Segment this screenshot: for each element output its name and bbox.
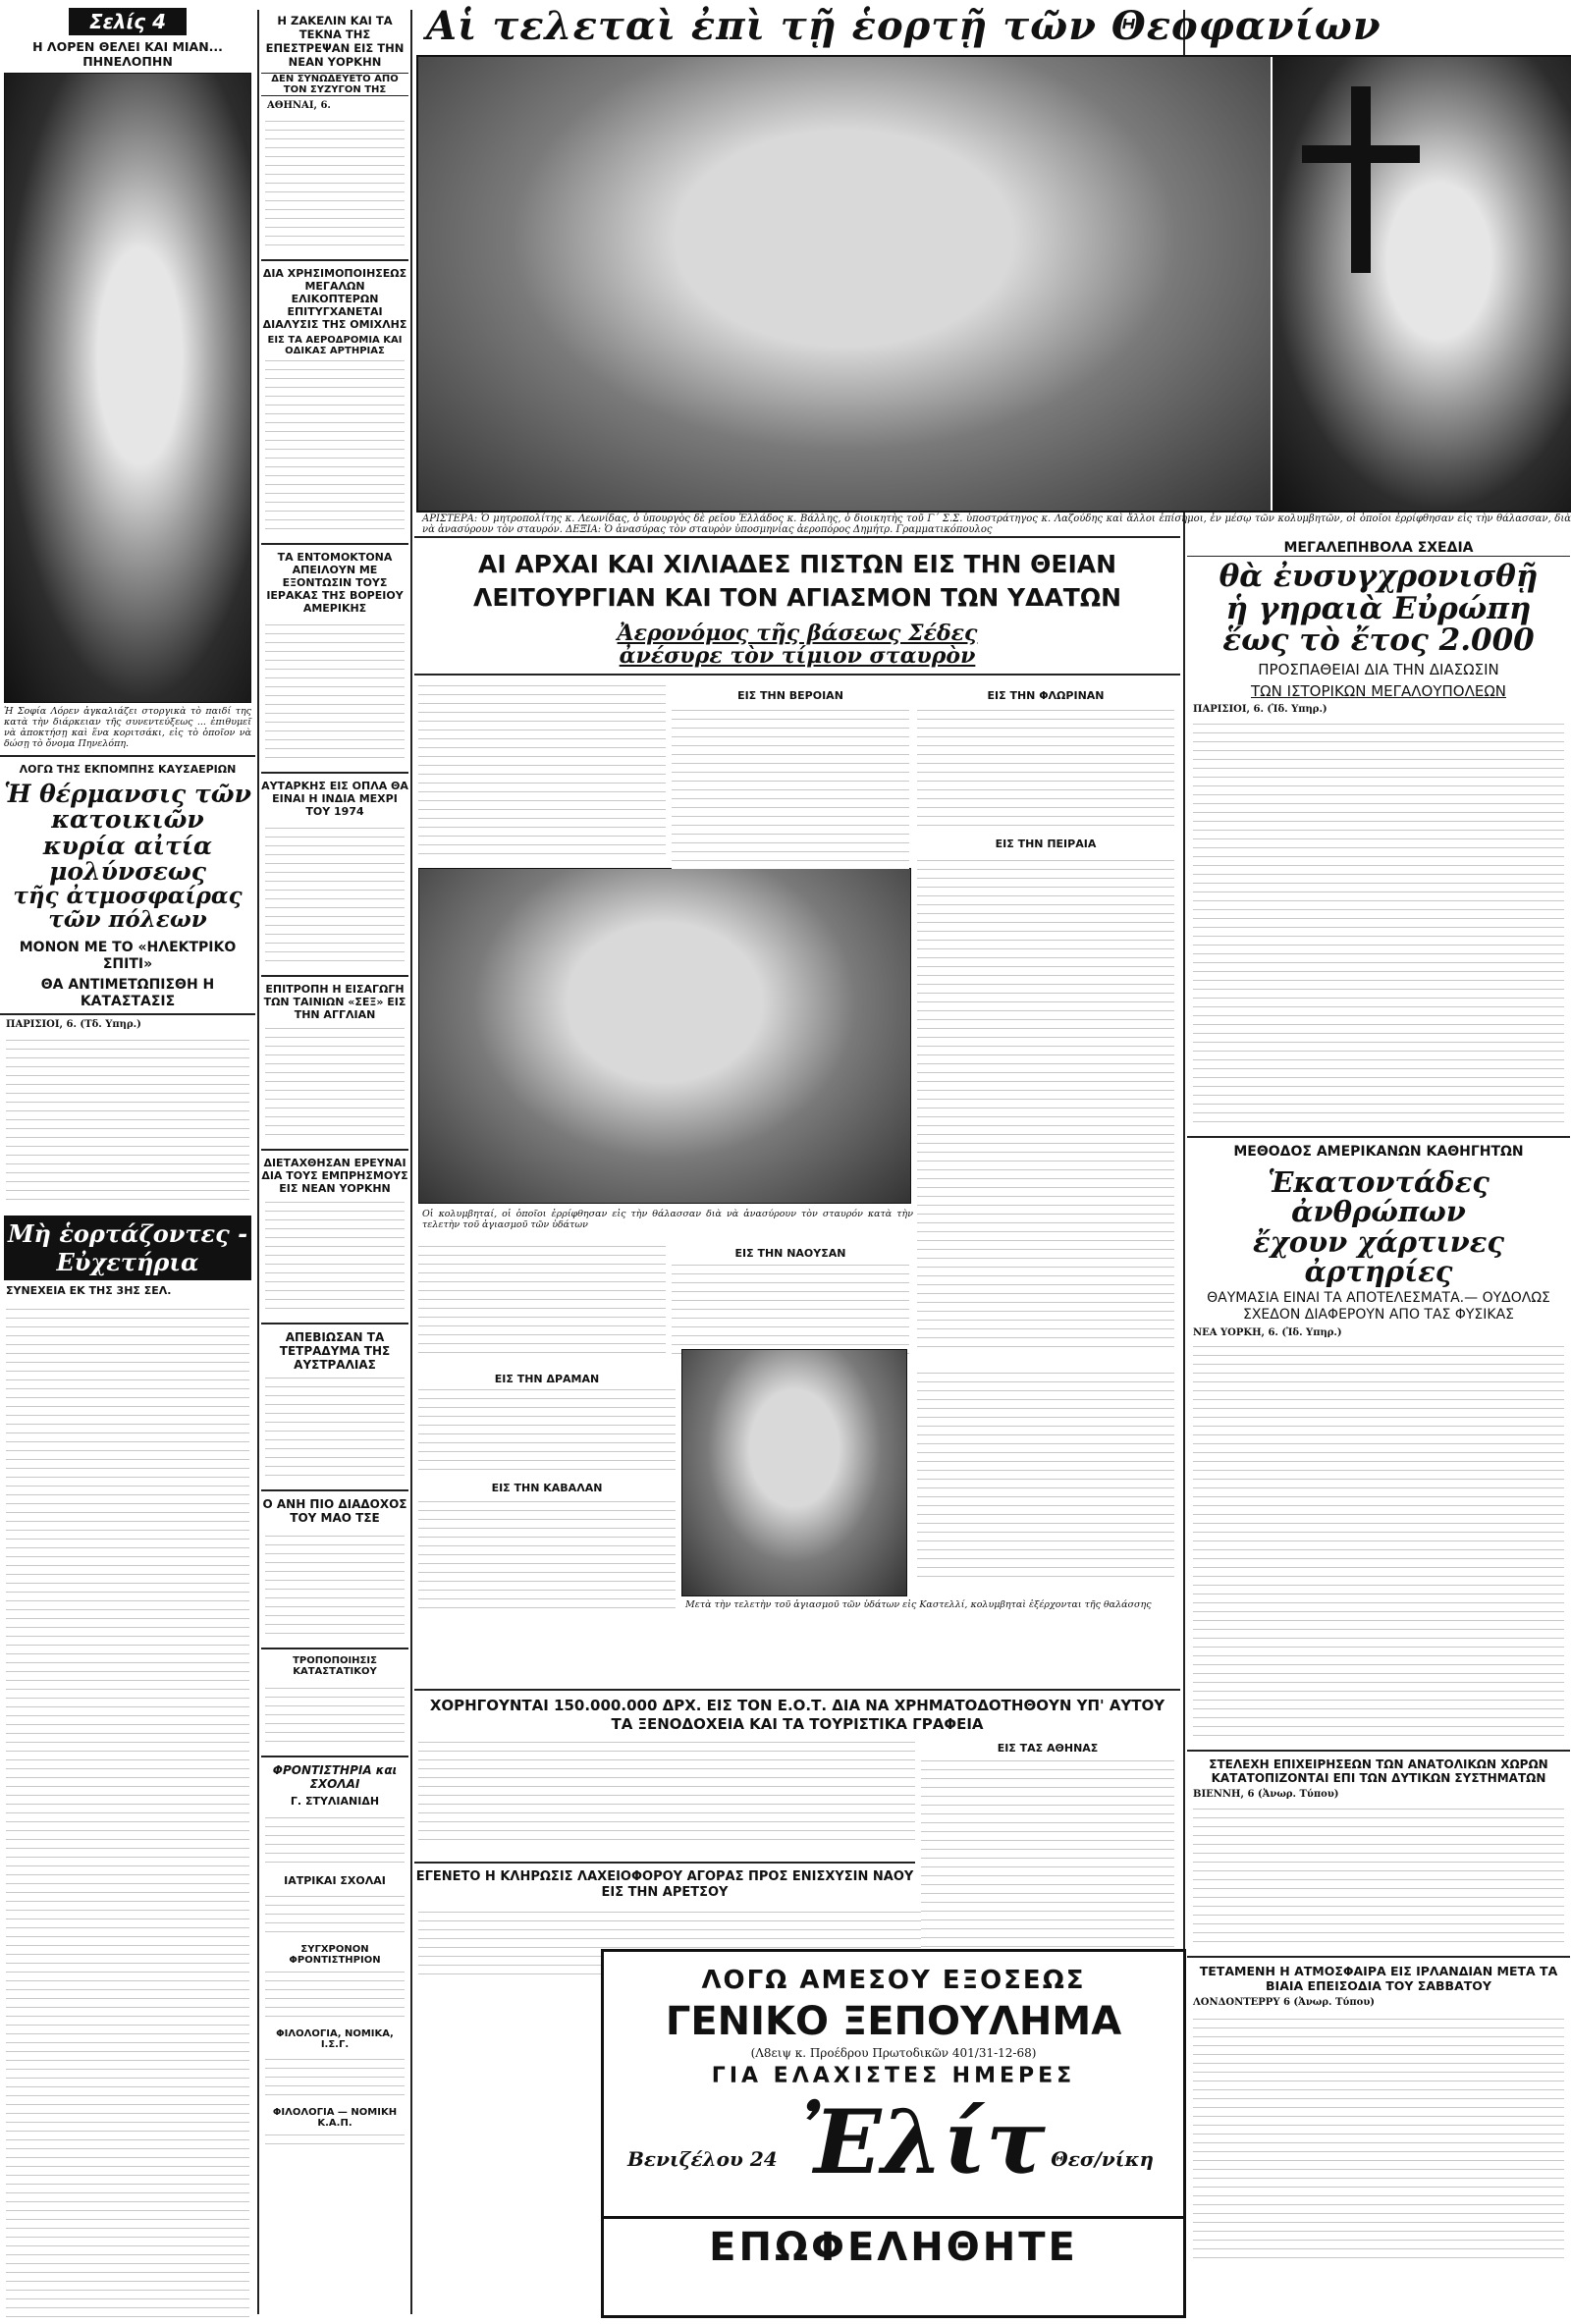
- heating-kicker: ΛΟΓΩ ΤΗΣ ΕΚΠΟΜΠΗΣ ΚΑΥΣΑΕΡΙΩΝ: [19, 763, 237, 776]
- kastelli-swimmers-photo: [681, 1349, 907, 1596]
- veria-text: [672, 706, 909, 869]
- insecticides-headline: ΤΑ ΕΝΤΟΜΟΚΤΟΝΑ ΑΠΕΙΛΟΥΝ ΜΕ ΕΞΟΝΤΩΣΙΝ ΤΟΥΣ ΙΕΡΑΚΑΣ ΤΗΣ ΒΟΡΕΙΟΥ ΑΜΕΡΙΚΗΣ: [266, 551, 404, 615]
- section-athens: ΕΙΣ ΤΑΣ ΑΘΗΝΑΣ: [997, 1742, 1099, 1756]
- india-arms-headline: ΑΥΤΑΡΚΗΣ ΕΙΣ ΟΠΛΑ ΘΑ ΕΙΝΑΙ Η ΙΝΔΙΑ ΜΕΧΡΙ ΤΟΥ 1974: [261, 780, 408, 818]
- philology-law-headline: ΦΙΛΟΛΟΓΙΑ — ΝΟΜΙΚΗ Κ.Α.Π.: [272, 2107, 398, 2129]
- medical-schools-text: [265, 1891, 405, 1940]
- east-executives-text: [1193, 1803, 1564, 1950]
- arteries-kicker: ΜΕΘΟΔΟΣ ΑΜΕΡΙΚΑΝΩΝ ΚΑΘΗΓΗΤΩΝ: [1233, 1143, 1524, 1160]
- elit-sale-advertisement: [601, 1949, 1186, 2318]
- epiphany-group-photo: [418, 57, 1271, 511]
- liturgy-text-col1b: [418, 1243, 666, 1361]
- heating-article-text: [6, 1033, 249, 1208]
- column-second: [261, 0, 408, 2324]
- lottery-headline: ΕΓΕΝΕΤΟ Η ΚΛΗΡΩΣΙΣ ΛΑΧΕΙΟΦΟΡΟΥ ΑΓΟΡΑΣ ΠΡΟΣ ΕΝΙΣΧΥΣΙΝ ΝΑΟΥ ΕΙΣ ΤΗΝ ΑΡΕΤΣΟΥ: [415, 1869, 914, 1900]
- cross-icon: [1351, 86, 1371, 273]
- heating-headline-line2: κυρία αἰτία μολύνσεως: [42, 831, 213, 886]
- ad-line3: (Λ8ειψ κ. Προέδρου Πρωτοδικῶν 401/31-12-68): [750, 2046, 1037, 2060]
- sex-films-headline: ΕΠΙΤΡΟΠΗ Η ΕΙΣΑΓΩΓΗ ΤΩΝ ΤΑΙΝΙΩΝ «ΣΕΞ» ΕΙΣ ΤΗΝ ΑΓΓΛΙΑΝ: [263, 983, 406, 1021]
- jackie-text: [265, 114, 405, 253]
- jackie-subhead: ΔΕΝ ΣΥΝΩΔΕΥΕΤΟ ΑΠΟ ΤΟΝ ΣΥΖΥΓΟΝ ΤΗΣ: [261, 73, 408, 96]
- section-peiraia: ΕΙΣ ΤΗΝ ΠΕΙΡΑΙΑ: [995, 838, 1097, 851]
- europe-dateline: ΠΑΡΙΣΙΟΙ, 6. (Ἰδ. Υπηρ.): [1193, 703, 1327, 715]
- arteries-head-line2: ἔχουν χάρτινες ἀρτηρίες: [1252, 1224, 1504, 1288]
- name-days-list: [6, 1301, 249, 2324]
- arteries-text: [1193, 1341, 1564, 1744]
- liturgy-deck-line1: Ἀερονόμος τῆς βάσεως Σέδες: [617, 621, 978, 646]
- epiphany-photo-caption: ΑΡΙΣΤΕΡΑ: Ὁ μητροπολίτης κ. Λεωνίδας, ὁ ὑπουργὸς δὲ ρεῖου Ἑλλάδος κ. Βάλλης, ὁ διοικητὴς τοῦ Γ΄ Σ.Σ. ὑποστράτηγος κ. Λαζούδης καὶ ἄλλοι ἐπίσημοι, ἐν μέσῳ τῶν κολυμβητῶν, οἱ ὁποῖοι ἐρρίφθησαν εἰς τὴν θάλασσαν, διὰ νὰ ἀνασύρουν τὸν σταυρόν. ΔΕΞΙΑ: Ὁ ἀνασύρας τὸν σταυρὸν ὑποσμηνίας ἀεροπόρος Δημήτρ. Γραμματικόπουλος: [422, 513, 1571, 535]
- liturgy-headline: ΑΙ ΑΡΧΑΙ ΚΑΙ ΧΙΛΙΑΔΕΣ ΠΙΣΤΩΝ ΕΙΣ ΤΗΝ ΘΕΙΑΝ ΛΕΙΤΟΥΡΓΙΑΝ ΚΑΙ ΤΟΝ ΑΓΙΑΣΜΟΝ ΤΩΝ ΥΔΑΤΩΝ: [472, 550, 1122, 612]
- section-naousa: ΕΙΣ ΤΗΝ ΝΑΟΥΣΑΝ: [734, 1247, 846, 1261]
- europe-sub2: ΤΩΝ ΙΣΤΟΡΙΚΩΝ ΜΕΓΑΛΟΥΠΟΛΕΩΝ: [1250, 681, 1507, 700]
- jackie-dateline: ΑΘΗΝΑΙ, 6.: [267, 100, 331, 111]
- section-veria: ΕΙΣ ΤΗΝ ΒΕΡΟΙΑΝ: [737, 689, 843, 703]
- kavala-text: [418, 1498, 676, 1616]
- fog-subhead: ΕΙΣ ΤΑ ΑΕΡΟΔΡΟΜΙΑ ΚΑΙ ΟΔΙΚΑΣ ΑΡΤΗΡΙΑΣ: [267, 335, 403, 356]
- tutoring-headline: ΦΡΟΝΤΙΣΤΗΡΙΑ και ΣΧΟΛΑΙ: [272, 1763, 398, 1791]
- cross-retrieval-photo: [1271, 57, 1571, 511]
- ireland-dateline: ΛΟΝΔΟΝΤΕΡΡΥ 6 (Ἀνωρ. Τύπου): [1193, 1996, 1375, 2008]
- section-kavala: ΕΙΣ ΤΗΝ ΚΑΒΑΛΑΝ: [491, 1482, 603, 1495]
- statute-text: [265, 1681, 405, 1750]
- peiraia-text: [917, 854, 1174, 1355]
- ad-city: Θεσ/νίκη: [1051, 2147, 1154, 2171]
- medical-schools-headline: ΙΑΤΡΙΚΑΙ ΣΧΟΛΑΙ: [284, 1874, 386, 1887]
- liturgy-deck-line2: ἀνέσυρε τὸν τίμιον σταυρὸν: [619, 643, 976, 670]
- eot-headline: ΧΟΡΗΓΟΥΝΤΑΙ 150.000.000 ΔΡΧ. ΕΙΣ ΤΟΝ Ε.Ο.Τ. ΔΙΑ ΝΑ ΧΡΗΜΑΤΟΔΟΤΗΘΟΥΝ ΥΠ' ΑΥΤΟΥ ΤΑ ΞΕΝΟΔΟΧΕΙΑ ΚΑΙ ΤΑ ΤΟΥΡΙΣΤΙΚΑ ΓΡΑΦΕΙΑ: [429, 1697, 1165, 1734]
- eot-text: [418, 1742, 915, 1848]
- stylianidi-headline: Γ. ΣΤΥΛΙΑΝΙΔΗ: [290, 1795, 380, 1808]
- philology-headline: ΦΙΛΟΛΟΓΙΑ, ΝΟΜΙΚΑ, Ι.Σ.Γ.: [276, 2028, 394, 2050]
- mao-successor-text: [265, 1529, 405, 1642]
- loren-caption: Ἡ Σοφία Λόρεν ἀγκαλιάζει στοργικὰ τὸ παιδί της κατὰ τὴν διάρκειαν τῆς συνεντεύξεως ... ἐπιθυμεῖ νὰ ἀποκτήσῃ καὶ ἕνα κοριτσάκι, εἰς τὸ ὁποῖον νὰ δώσῃ τὸ ὄνομα Πηνελόπη.: [4, 706, 251, 749]
- ad-line4: ΓΙΑ ΕΛΑΧΙΣΤΕΣ ΗΜΕΡΕΣ: [711, 2064, 1076, 2088]
- india-arms-text: [265, 822, 405, 969]
- ad-address: Βενιζέλου 24: [627, 2147, 778, 2171]
- arteries-head-line1: Ἑκατοντάδες ἀνθρώπων: [1268, 1164, 1490, 1229]
- europe-text: [1193, 718, 1564, 1130]
- europe-head-line3: ἕως τὸ ἔτος 2.000: [1222, 622, 1535, 659]
- east-executives-dateline: ΒΙΕΝΝΗ, 6 (Ἀνωρ. Τύπου): [1193, 1788, 1339, 1800]
- modern-tutoring-headline: ΣΥΓΧΡΟΝΟΝ ΦΡΟΝΤΙΣΤΗΡΙΟΝ: [289, 1944, 381, 1966]
- athens-text: [921, 1758, 1174, 1955]
- heating-sub1: ΜΟΝΟΝ ΜΕ ΤΟ «ΗΛΕΚΤΡΙΚΟ ΣΠΙΤΙ»: [19, 940, 237, 973]
- heating-headline-line1: Ἡ θέρμανσις τῶν κατοικιῶν: [4, 780, 251, 835]
- europe-head-line2: ἡ γηραιὰ Εὐρώπη: [1225, 590, 1532, 626]
- ireland-text: [1193, 2011, 1564, 2266]
- europe-head-line1: θὰ ἐυσυγχρονισθῇ: [1219, 559, 1539, 594]
- banner-headline: Αἱ τελεταὶ ἐπὶ τῇ ἑορτῇ τῶν Θεοφανίων: [426, 3, 1381, 49]
- ad-line1: ΛΟΓΩ ΑΜΕΣΟΥ ΕΞΟΣΕΩΣ: [701, 1966, 1086, 1995]
- ireland-headline: ΤΕΤΑΜΕΝΗ Η ΑΤΜΟΣΦΑΙΡΑ ΕΙΣ ΙΡΛΑΝΔΙΑΝ ΜΕΤΑ ΤΑ ΒΙΑΙΑ ΕΠΕΙΣΟΔΙΑ ΤΟΥ ΣΑΒΒΑΤΟΥ: [1199, 1963, 1558, 1993]
- arteries-sub: ΘΑΥΜΑΣΙΑ ΕΙΝΑΙ ΤΑ ΑΠΟΤΕΛΕΣΜΑΤΑ.— ΟΥΔΟΛΩΣ ΣΧΕΔΟΝ ΔΙΑΦΕΡΟΥΝ ΑΠΟ ΤΑΣ ΦΥΣΙΚΑΣ: [1207, 1290, 1550, 1324]
- insecticides-text: [265, 619, 405, 766]
- ad-brand-logo: Ἐλίτ: [800, 2090, 1046, 2194]
- ad-cta: ΕΠΩΦΕΛΗΘΗΤΕ: [604, 2216, 1183, 2270]
- swimmers-photo: [418, 868, 911, 1204]
- quadruplets-headline: ΑΠΕΒΙΩΣΑΝ ΤΑ ΤΕΤΡΑΔΥΜΑ ΤΗΣ ΑΥΣΤΡΑΛΙΑΣ: [279, 1330, 391, 1372]
- east-executives-headline: ΣΤΕΛΕΧΗ ΕΠΙΧΕΙΡΗΣΕΩΝ ΤΩΝ ΑΝΑΤΟΛΙΚΩΝ ΧΩΡΩΝ ΚΑΤΑΤΟΠΙΖΟΝΤΑΙ ΕΠΙ ΤΩΝ ΔΥΤΙΚΩΝ ΣΥΣΤΗΜΑΤΩΝ: [1209, 1757, 1548, 1785]
- name-days-continued: ΣΥΝΕΧΕΙΑ ΕΚ ΤΗΣ 3ΗΣ ΣΕΛ.: [6, 1284, 172, 1298]
- heating-headline-line3: τῆς ἀτμοσφαίρας τῶν πόλεων: [13, 883, 243, 934]
- heating-dateline: ΠΑΡΙΣΙΟΙ, 6. (Τδ. Υπηρ.): [6, 1019, 141, 1031]
- column-left: [0, 0, 255, 2324]
- name-days-banner: Μὴ ἑορτάζοντες - Εὐχετήρια: [4, 1216, 251, 1280]
- quadruplets-text: [265, 1376, 405, 1484]
- kastelli-photo-caption: Μετὰ τὴν τελετὴν τοῦ ἁγιασμοῦ τῶν ὑδάτων εἰς Καστελλί, κολυμβηταὶ ἐξέρχονται τῆς θαλάσσης: [685, 1599, 1152, 1611]
- liturgy-text-col1: [418, 685, 666, 862]
- florina-text: [917, 706, 1174, 834]
- section-tag: Σελίς 4: [69, 8, 187, 35]
- arteries-dateline: ΝΕΑ ΥΟΡΚΗ, 6. (Ἰδ. Υπηρ.): [1193, 1326, 1342, 1338]
- ny-fires-headline: ΔΙΕΤΑΧΘΗΣΑΝ ΕΡΕΥΝΑΙ ΔΙΑ ΤΟΥΣ ΕΜΠΡΗΣΜΟΥΣ ΕΙΣ ΝΕΑΝ ΥΟΡΚΗΝ: [261, 1157, 408, 1195]
- heating-sub2: ΘΑ ΑΝΤΙΜΕΤΩΠΙΣΘΗ Η ΚΑΤΑΣΤΑΣΙΣ: [0, 977, 255, 1016]
- athens-pre-text: [917, 1369, 1174, 1585]
- drama-text: [418, 1389, 676, 1478]
- swimmers-photo-caption: Οἱ κολυμβηταί, οἱ ὁποῖοι ἐρρίφθησαν εἰς τὴν θάλασσαν διὰ νὰ ἀνασύρουν τὸν σταυρόν κατὰ τὴν τελετὴν τοῦ ἁγιασμοῦ τῶν ὑδάτων: [422, 1209, 913, 1231]
- mao-successor-headline: Ο ΑΝΗ ΠΙΟ ΔΙΑΔΟΧΟΣ ΤΟΥ ΜΑΟ ΤΣΕ: [262, 1497, 407, 1525]
- loren-photo: [4, 73, 251, 703]
- statute-headline: ΤΡΟΠΟΠΟΙΗΣΙΣ ΚΑΤΑΣΤΑΤΙΚΟΥ: [293, 1655, 377, 1677]
- europe-kicker: ΜΕΓΑΛΕΠΗΒΟΛΑ ΣΧΕΔΙΑ: [1187, 540, 1570, 557]
- fog-headline: ΔΙΑ ΧΡΗΣΙΜΟΠΟΙΗΣΕΩΣ ΜΕΓΑΛΩΝ ΕΛΙΚΟΠΤΕΡΩΝ ΕΠΙΤΥΓΧΑΝΕΤΑΙ ΔΙΑΛΥΣΙΣ ΤΗΣ ΟΜΙΧΛΗΣ: [262, 267, 407, 331]
- jackie-headline: Η ΖΑΚΕΛΙΝ ΚΑΙ ΤΑ ΤΕΚΝΑ ΤΗΣ ΕΠΕΣΤΡΕΨΑΝ ΕΙΣ ΤΗΝ ΝΕΑΝ ΥΟΡΚΗΝ: [265, 14, 405, 69]
- philology-law-text: [265, 2133, 405, 2152]
- ny-fires-text: [265, 1199, 405, 1317]
- loren-headline: Η ΛΟΡΕΝ ΘΕΛΕΙ ΚΑΙ ΜΙΑΝ... ΠΗΝΕΛΟΠΗΝ: [32, 39, 223, 69]
- column-right: [1187, 536, 1570, 2324]
- fog-text: [265, 360, 405, 537]
- ad-line2: ΓΕΝΙΚΟ ΞΕΠΟΥΛΗΜΑ: [665, 1999, 1122, 2044]
- naousa-text: [672, 1264, 909, 1362]
- section-drama: ΕΙΣ ΤΗΝ ΔΡΑΜΑΝ: [494, 1373, 600, 1386]
- sex-films-text: [265, 1025, 405, 1143]
- europe-sub1: ΠΡΟΣΠΑΘΕΙΑΙ ΔΙΑ ΤΗΝ ΔΙΑΣΩΣΙΝ: [1258, 660, 1499, 678]
- modern-tutoring-text: [265, 1970, 405, 2025]
- stylianidi-text: [265, 1811, 405, 1870]
- section-florina: ΕΙΣ ΤΗΝ ΦΛΩΡΙΝΑΝ: [987, 689, 1105, 703]
- philology-text: [265, 2054, 405, 2103]
